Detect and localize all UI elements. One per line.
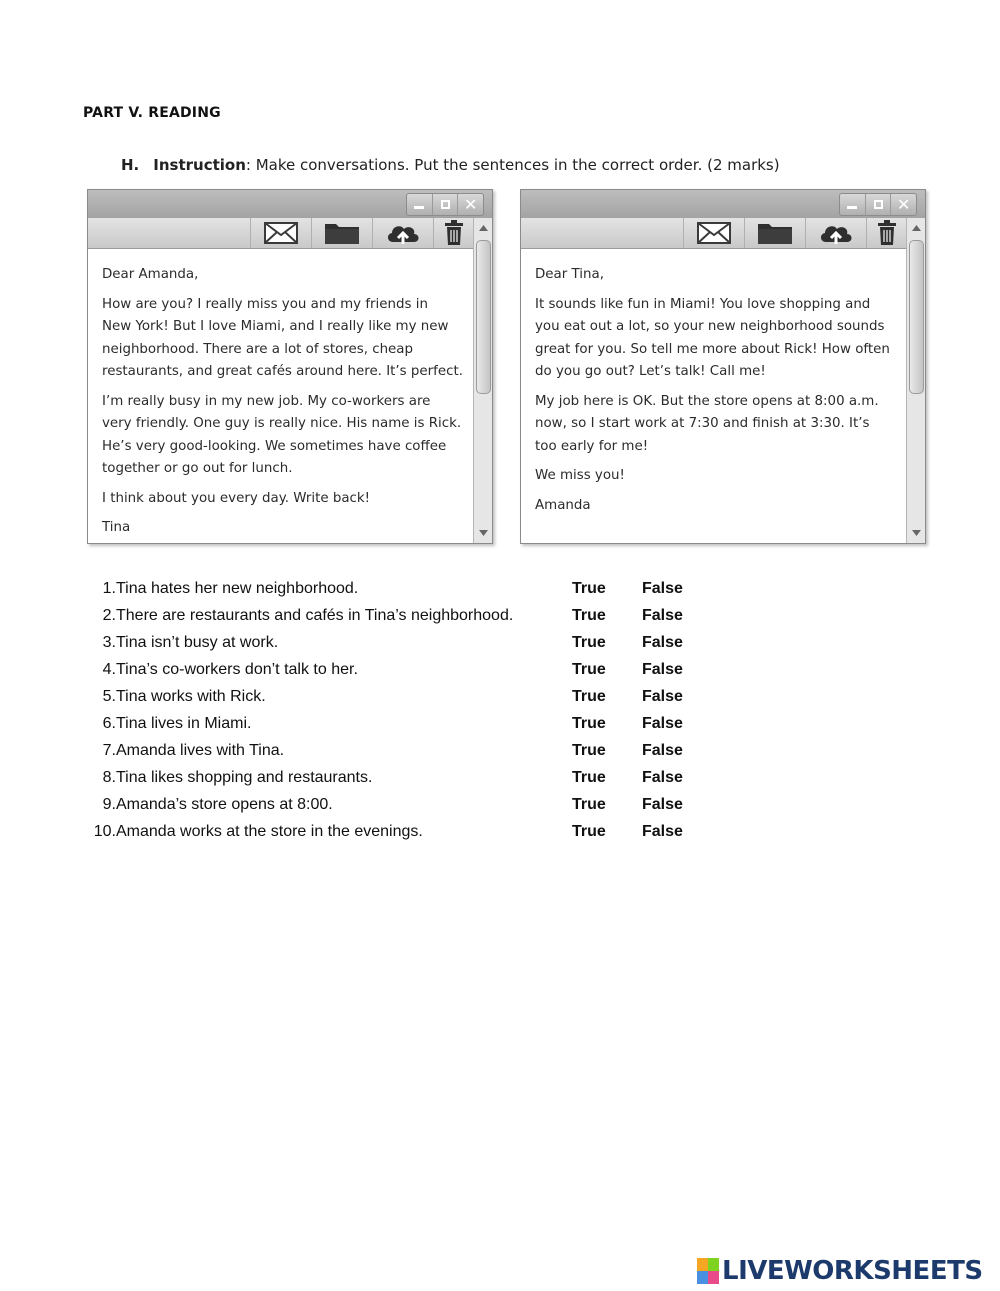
true-option[interactable]: True xyxy=(572,769,606,786)
maximize-icon[interactable] xyxy=(866,194,892,215)
email-window-left xyxy=(87,189,493,544)
question-row xyxy=(84,632,724,659)
true-option[interactable]: True xyxy=(572,688,606,705)
question-number: 3. xyxy=(102,634,116,651)
liveworksheets-watermark xyxy=(697,1256,983,1286)
window-titlebar xyxy=(88,190,492,218)
email-toolbar xyxy=(521,218,907,249)
question-text: Tina likes shopping and restaurants. xyxy=(116,769,373,786)
window-titlebar xyxy=(521,190,925,218)
true-option[interactable]: True xyxy=(572,580,606,597)
question-row xyxy=(84,605,724,632)
instruction-letter: H. xyxy=(121,156,140,174)
false-option[interactable]: False xyxy=(642,688,683,705)
email-paragraph: I’m really busy in my new job. My co-workers are very friendly. One guy is really nice. His name is Rick. He’s very good-looking. We sometimes have coffee together or go out for lunch. xyxy=(102,393,462,476)
question-row xyxy=(84,578,724,605)
scrollbar[interactable] xyxy=(906,218,925,543)
email-paragraph: We miss you! xyxy=(535,468,625,483)
cloud-upload-icon[interactable] xyxy=(805,218,866,248)
envelope-icon[interactable] xyxy=(683,218,744,248)
true-option[interactable]: True xyxy=(572,796,606,813)
false-option[interactable]: False xyxy=(642,634,683,651)
instruction-text: : Make conversations. Put the sentences in the correct order. (2 marks) xyxy=(245,156,780,174)
question-number: 5. xyxy=(102,688,116,705)
question-text: There are restaurants and cafés in Tina’s neighborhood. xyxy=(116,607,514,624)
question-row xyxy=(84,821,724,848)
close-icon[interactable]: ✕ xyxy=(463,194,478,214)
false-option[interactable]: False xyxy=(642,796,683,813)
question-row xyxy=(84,659,724,686)
email-paragraph: I think about you every day. Write back! xyxy=(102,490,371,506)
false-option[interactable]: False xyxy=(642,823,683,840)
minimize-icon[interactable] xyxy=(407,194,433,215)
question-text: Amanda’s store opens at 8:00. xyxy=(116,796,333,813)
question-row xyxy=(84,794,724,821)
false-option[interactable]: False xyxy=(642,742,683,759)
question-text: Tina isn’t busy at work. xyxy=(116,634,279,651)
true-option[interactable]: True xyxy=(572,742,606,759)
window-controls xyxy=(839,193,917,216)
email-body xyxy=(102,264,462,547)
false-option[interactable]: False xyxy=(642,580,683,597)
watermark-text: LIVEWORKSHEETS xyxy=(722,1256,983,1286)
email-signature: Tina xyxy=(102,520,131,535)
scroll-down-icon[interactable] xyxy=(474,525,492,541)
scroll-up-icon[interactable] xyxy=(474,220,492,236)
question-number: 9. xyxy=(102,796,116,813)
minimize-icon[interactable] xyxy=(840,194,866,215)
scroll-thumb[interactable] xyxy=(909,240,924,394)
folder-icon[interactable] xyxy=(311,218,372,248)
scrollbar[interactable] xyxy=(473,218,492,543)
question-text: Tina’s co-workers don’t talk to her. xyxy=(116,661,358,678)
cloud-upload-icon[interactable] xyxy=(372,218,433,248)
question-text: Amanda lives with Tina. xyxy=(116,742,285,759)
close-icon[interactable]: ✕ xyxy=(896,194,911,214)
email-body xyxy=(535,264,895,524)
trash-icon[interactable] xyxy=(433,218,474,248)
scroll-thumb[interactable] xyxy=(476,240,491,394)
question-text: Tina lives in Miami. xyxy=(116,715,252,732)
question-number: 4. xyxy=(102,661,116,678)
email-greeting: Dear Amanda, xyxy=(102,267,199,282)
question-row xyxy=(84,767,724,794)
email-paragraph: How are you? I really miss you and my friends in New York! But I love Miami, and I really like my new neighborhood. There are a lot of stores, cheap restaurants, and great cafés around here. It’s perfect. xyxy=(102,296,463,379)
email-toolbar xyxy=(88,218,474,249)
question-row xyxy=(84,713,724,740)
true-option[interactable]: True xyxy=(572,715,606,732)
part-title: PART V. READING xyxy=(83,105,221,121)
email-paragraph: It sounds like fun in Miami! You love shopping and you eat out a lot, so your new neighborhood sounds great for you. So tell me more about Rick! How often do you go out? Let’s talk! Call me! xyxy=(535,296,890,379)
question-number: 6. xyxy=(102,715,116,732)
question-row xyxy=(84,686,724,713)
email-paragraph: My job here is OK. But the store opens at 8:00 a.m. now, so I start work at 7:30 and finish at 3:30. It’s too early for me! xyxy=(535,393,879,454)
question-text: Tina works with Rick. xyxy=(116,688,266,705)
maximize-icon[interactable] xyxy=(433,194,459,215)
email-window-right xyxy=(520,189,926,544)
scroll-down-icon[interactable] xyxy=(907,525,925,541)
email-signature: Amanda xyxy=(535,497,591,513)
true-option[interactable]: True xyxy=(572,634,606,651)
window-controls xyxy=(406,193,484,216)
email-greeting: Dear Tina, xyxy=(535,267,604,282)
true-option[interactable]: True xyxy=(572,607,606,624)
liveworksheets-logo-icon xyxy=(697,1258,719,1284)
question-number: 10. xyxy=(93,823,116,840)
false-option[interactable]: False xyxy=(642,769,683,786)
question-number: 7. xyxy=(102,742,116,759)
false-option[interactable]: False xyxy=(642,661,683,678)
true-option[interactable]: True xyxy=(572,823,606,840)
true-option[interactable]: True xyxy=(572,661,606,678)
instruction xyxy=(121,156,780,174)
folder-icon[interactable] xyxy=(744,218,805,248)
question-text: Amanda works at the store in the evenings. xyxy=(116,823,423,840)
false-option[interactable]: False xyxy=(642,607,683,624)
question-text: Tina hates her new neighborhood. xyxy=(116,580,359,597)
scroll-up-icon[interactable] xyxy=(907,220,925,236)
trash-icon[interactable] xyxy=(866,218,907,248)
instruction-label: Instruction xyxy=(153,156,246,174)
question-number: 2. xyxy=(102,607,116,624)
envelope-icon[interactable] xyxy=(250,218,311,248)
question-list xyxy=(84,578,724,848)
question-number: 8. xyxy=(102,769,116,786)
question-number: 1. xyxy=(102,580,116,597)
false-option[interactable]: False xyxy=(642,715,683,732)
question-row xyxy=(84,740,724,767)
